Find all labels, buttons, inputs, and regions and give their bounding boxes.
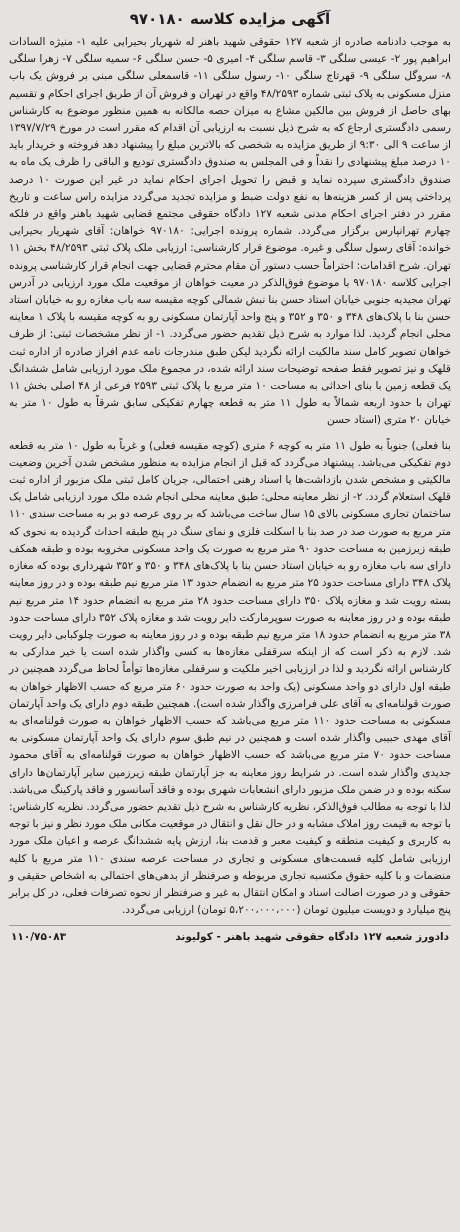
footer-divider	[9, 925, 451, 926]
signature-line: دادورز شعبه ۱۲۷ دادگاه حقوقی شهید باهنر - کولیوند	[175, 931, 449, 944]
notice-paragraph-2: بنا فعلی) جنوباً به طول ۱۱ متر به کوچه ۶ متری (کوچه مقیسه فعلی) و غرباً به طول ۱۰ متر به قطعه دوم تفکیکی می‌باشد. پیشنهاد می‌گردد که قبل از انجام مزایده به منظور مشخص شدن آخرین وضعیت مالکیتی و مشخص شدن بازداشت‌ها یا اسناد رهنی احتمالی، جریان کامل ثبتی ملک مزبور از اداره ثبت قلهک استعلام گردد. ۲- از نظر معاینه محلی: طبق معاینه محلی انجام شده ملک مورد ارزیابی شامل یک ساختمان تجاری مسکونی بالای ۱۵ سال ساخت می‌باشد که بر روی عرصه دو بر به مساحت سندی ۱۱۰ متر مربع به صورت صد در صد بنا با اسکلت فلزی و نمای سنگ در پنج طبقه احداث گردیده به نحوی که طبقه زیرزمین به مساحت حدود ۹۰ متر مربع به صورت یک واحد مسکونی مخروبه بوده و طبقه همکف دارای سه باب مغازه رو به خیابان استاد حسن بنا با پلاک‌های ۳۴۸ و ۳۵۰ و ۳۵۲ شهرداری بوده که مغازه پلاک ۳۴۸ دارای مساحت حدود ۲۵ متر مربع به انضمام حدود ۱۳ متر مربع نیم طبقه بوده و در روز معاینه بسته رویت شد و مغازه پلاک ۳۵۰ دارای مساحت حدود ۲۸ متر مربع به انضمام حدود ۱۴ متر مربع نیم طبقه بوده و در روز معاینه به صورت سوپرمارکت دایر رویت شد و مغازه پلاک ۳۵۲ دارای مساحت حدود ۳۸ متر مربع به انضمام حدود ۱۸ متر مربع نیم طبقه بوده و در روز معاینه به صورت چلوکبابی دایر رویت شد. لازم به ذکر است که از اینکه سرقفلی مغازه‌ها به کسی واگذار شده است یا خیر مدارکی به کارشناس ارائه نگردید و لذا در ارزیابی اخیر ملکیت و سرقفلی مغازه‌ها توأماً لحاظ می‌گردد همچنین در طبقه اول دارای دو واحد مسکونی (یک واحد به صورت حدود ۶۰ متر مربع که حسب الاظهار خواهان به صورت قولنامه‌ای به آقای علی فرامرزی واگذار شده است). همچنین طبقه دوم دارای یک واحد آپارتمان مسکونی به مساحت حدود ۱۱۰ متر مربع می‌باشد که حسب الاظهار خواهان به صورت قولنامه‌ای به آقای مهدی حبیبی واگذار شده است و همچنین در نیم طبق سوم دارای یک واحد آپارتمان مسکونی به مساحت حدود ۷۰ متر مربع می‌باشد که حسب الاظهار خواهان به صورت قولنامه‌ای به آقای محمود جدیدی واگذار شده است. در شرایط روز معاینه به جز آپارتمان طبقه زیرزمین سایر آپارتمان‌ها دارای سکنه بوده و در ضمن ملک مزبور دارای انشعابات شهری بوده و فاقد آسانسور و فاقد پارکینگ می‌باشد. لذا با توجه به مطالب فوق‌الذکر، نظریه کارشناس به شرح ذیل تقدیم حضور می‌گردد. نظریه کارشناس: با توجه به قیمت روز املاک مشابه و در حال نقل و انتقال در موقعیت مکانی ملک مورد نظر و نیز با توجه به کاربری و کیفیت منطقه و کیفیت معبر و قدمت بنا، ارزش پایه ششدانگ عرصه و اعیان ملک مورد ارزیابی شامل کلیه قسمت‌های مسکونی و تجاری در مساحت عرصه سندی ۱۱۰ متر مربع با کلیه منضمات و با کلیه حقوق مکتسبه تجاری مربوطه و صرفنظر از بدهی‌های احتمالی به اشخاص حقیقی و حقوقی و در صورت اصالت اسناد و امکان انتقال به غیر و صرفنظر از نحوه تصرفات فعلی، در کل برابر پنج میلیارد و دویست میلیون تومان (۵،۲۰۰،۰۰۰،۰۰۰ تومان) ارزیابی می‌گردد.	[9, 439, 452, 917]
notice-title: آگهی مزایده کلاسه ۹۷۰۱۸۰	[129, 10, 331, 28]
paragraph-gap	[9, 430, 451, 438]
notice-paragraph-1: به موجب دادنامه صادره از شعبه ۱۲۷ حقوقی شهید باهنر له شهریار بحیرایی علیه ۱- منیژه السادات ابراهیم پور ۲- عیسی سلگی ۳- قاسم سلگی ۴- امیری ۵- حسن سلگی ۶- سمیه سلگی ۷- زهرا سلگی ۸- سروگل سلگی ۹- قهرتاج سلگی ۱۰- رسول سلگی ۱۱- قاسمعلی سلگی مبنی بر فروش یک باب منزل مسکونی به پلاک ثبتی شماره ۴۸/۲۵۹۳ واقع در تهران و فروش آن از طریق اجرای احکام و تقسیم بهای حاصل از فروش بین مالکین مشاع به میزان حصه مالکانه به همین منظور موضوع به کارشناس رسمی دادگستری ارجاع که به شرح ذیل نسبت به ارزیابی آن اقدام که مقرر است در مورخ ۱۳۹۷/۷/۲۹ از ساعت ۹ الی ۹:۳۰ از طریق مزایده به شخصی که بالاترین مبلغ را پیشنهاد دهد فروخته و خریدار باید ۱۰ درصد مبلغ پیشنهادی را نقداً و فی المجلس به صندوق دادگستری تودیع و الباقی را ظرف یک ماه به صندوق دادگستری سپرده نماید و قبض را تحویل اجرای احکام نماید در غیر این صورت ۱۰ درصد پرداختی پس از کسر هزینه‌ها به نفع دولت ضبط و مزایده تجدید می‌گردد مزایده راس ساعت و تاریخ مقرر در دفتر اجرای احکام مدنی شعبه ۱۲۷ دادگاه حقوقی مجتمع قضایی شهید باهنر واقع در فلکه چهارم تهرانپارس برگزار می‌گردد. شماره پرونده اجرایی: ۹۷۰۱۸۰ خواهان: آقای شهریار بحیرایی خوانده: آقای رسول سلگی و غیره. موضوع قرار کارشناسی: ارزیابی ملک پلاک ثبتی ۴۸/۲۵۹۳ بخش ۱۱ تهران. شرح اقدامات: احتراماً حسب دستور آن مقام محترم قضایی جهت انجام قرار کارشناسی پرونده اجرایی کلاسه ۹۷۰۱۸۰ با موضوع فوق‌الذکر در معیت خواهان از موقعیت ملک مورد ارزیابی در آدرس تهران مجیدیه جنوبی خیابان استاد حسن بنا نبش شمالی کوچه مقیسه سه باب مغازه رو به خیابان استاد حسن بنا با پلاک‌های ۳۴۸ و ۳۵۰ و ۳۵۲ و پنج واحد آپارتمان مسکونی رو به کوچه مقیسه با پلاک ۱ معاینه محلی انجام گردید. لذا موارد به شرح ذیل تقدیم حضور می‌گردد. ۱- از نظر مشخصات ثبتی: از طرف خواهان تصویر کامل سند مالکیت ارائه نگردید لیکن طبق مندرجات نامه عدم افراز صادره از اداره ثبت قلهک و نیز تصویر فقط صفحه توضیحات سند ارائه شده، در مجموع ملک مورد ارزیابی شامل ششدانگ یک قطعه زمین با بنای احداثی به مساحت ۱۰ متر مربع با پلاک ثبتی ۲۵۹۳ فرعی از ۴۸ اصلی بخش ۱۱ تهران با حدود اربعه شمالاً به طول ۱۱ متر به قطعه چهارم تفکیکی سابق شرقاً به طول ۱۰ متر به خیابان ۲۰ متری (استاد حسن	[9, 36, 452, 427]
reference-number: ۱۱۰/۷۵۰۸۳	[11, 931, 67, 944]
notice-footer	[9, 929, 451, 945]
